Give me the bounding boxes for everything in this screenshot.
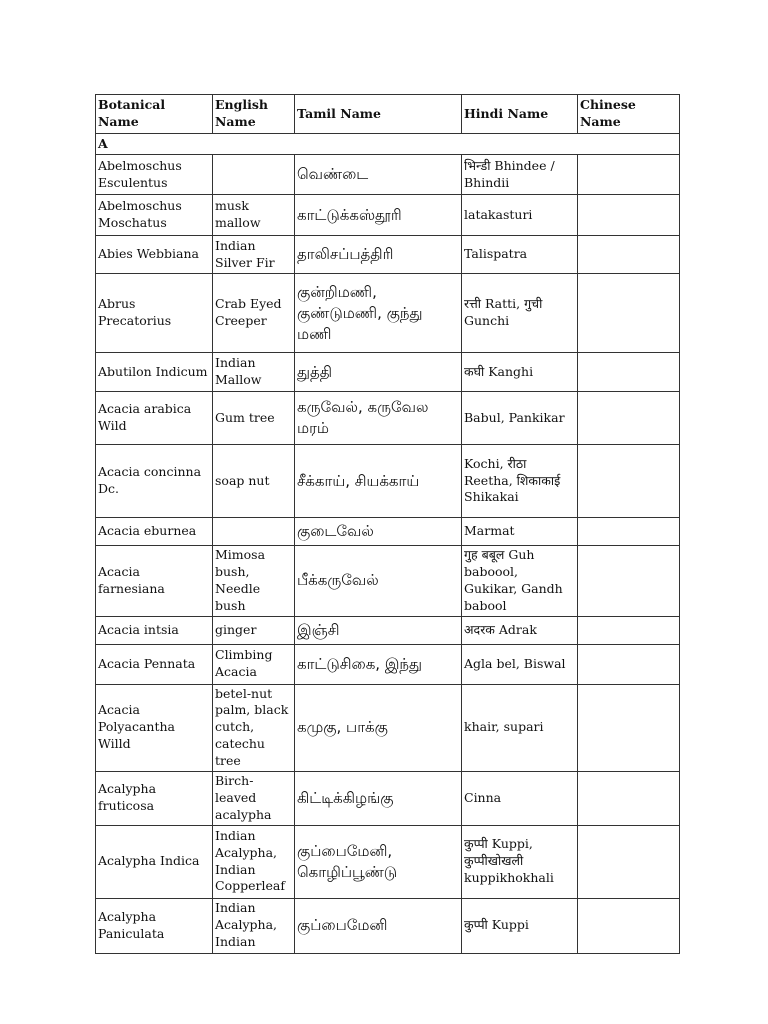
header-hindi-name: Hindi Name (462, 95, 578, 134)
botanical-name-cell: Abies Webbiana (96, 236, 213, 274)
table-row (96, 445, 680, 518)
tamil-name-cell: காட்டுசிகை, இந்து (295, 644, 462, 684)
hindi-name-cell: Kochi, रीठा Reetha, शिकाकाई Shikakai (462, 445, 578, 518)
botanical-name-cell: Acacia concinna Dc. (96, 445, 213, 518)
table-row (96, 392, 680, 445)
english-name-cell: musk mallow (213, 195, 295, 236)
tamil-name-cell: குப்பைமேனி, கொழிப்பூண்டு (295, 825, 462, 898)
tamil-name-cell: சீக்காய், சியக்காய் (295, 445, 462, 518)
chinese-name-cell (578, 353, 680, 392)
chinese-name-cell (578, 771, 680, 825)
table-row (96, 236, 680, 274)
table-row (96, 195, 680, 236)
header-tamil-name: Tamil Name (295, 95, 462, 134)
botanical-name-cell: Acacia arabica Wild (96, 392, 213, 445)
tamil-name-cell: கருவேல், கருவேல மரம் (295, 392, 462, 445)
english-name-cell: Climbing Acacia (213, 644, 295, 684)
table-row (96, 825, 680, 898)
english-name-cell: Crab Eyed Creeper (213, 274, 295, 353)
botanical-name-cell: Acalypha Paniculata (96, 898, 213, 953)
hindi-name-cell: रत्ती Ratti, गुची Gunchi (462, 274, 578, 353)
hindi-name-cell: Babul, Pankikar (462, 392, 578, 445)
tamil-name-cell: குப்பைமேனி (295, 898, 462, 953)
table-row (96, 274, 680, 353)
botanical-name-cell: Acalypha fruticosa (96, 771, 213, 825)
header-chinese-name: Chinese Name (578, 95, 680, 134)
hindi-name-cell: कघी Kanghi (462, 353, 578, 392)
table-row (96, 771, 680, 825)
chinese-name-cell (578, 644, 680, 684)
botanical-name-cell: Acalypha Indica (96, 825, 213, 898)
english-name-cell: ginger (213, 616, 295, 644)
plant-names-table (95, 94, 680, 954)
chinese-name-cell (578, 684, 680, 771)
section-letter-row (96, 134, 680, 155)
english-name-cell (213, 518, 295, 546)
chinese-name-cell (578, 445, 680, 518)
tamil-name-cell: காட்டுக்கஸ்தூரி (295, 195, 462, 236)
tamil-name-cell: கிட்டிக்கிழங்கு (295, 771, 462, 825)
botanical-name-cell: Acacia farnesiana (96, 546, 213, 617)
hindi-name-cell: Marmat (462, 518, 578, 546)
chinese-name-cell (578, 274, 680, 353)
hindi-name-cell: khair, supari (462, 684, 578, 771)
hindi-name-cell: कुप्पी Kuppi, कुप्पीखोखली kuppikhokhali (462, 825, 578, 898)
tamil-name-cell: துத்தி (295, 353, 462, 392)
hindi-name-cell: अदरक Adrak (462, 616, 578, 644)
hindi-name-cell: latakasturi (462, 195, 578, 236)
chinese-name-cell (578, 155, 680, 195)
botanical-name-cell: Acacia Polyacantha Willd (96, 684, 213, 771)
tamil-name-cell: தாலிசப்பத்திரி (295, 236, 462, 274)
chinese-name-cell (578, 236, 680, 274)
tamil-name-cell: இஞ்சி (295, 616, 462, 644)
botanical-name-cell: Acacia Pennata (96, 644, 213, 684)
tamil-name-cell: பீக்கருவேல் (295, 546, 462, 617)
chinese-name-cell (578, 616, 680, 644)
table-row (96, 684, 680, 771)
english-name-cell (213, 155, 295, 195)
english-name-cell: betel-nut palm, black cutch, catechu tree (213, 684, 295, 771)
chinese-name-cell (578, 898, 680, 953)
english-name-cell: Indian Acalypha, Indian (213, 898, 295, 953)
chinese-name-cell (578, 825, 680, 898)
botanical-name-cell: Acacia intsia (96, 616, 213, 644)
english-name-cell: soap nut (213, 445, 295, 518)
chinese-name-cell (578, 195, 680, 236)
botanical-name-cell: Acacia eburnea (96, 518, 213, 546)
english-name-cell: Gum tree (213, 392, 295, 445)
hindi-name-cell: गुह बबूल Guh baboool, Gukikar, Gandh babool (462, 546, 578, 617)
header-english-name: English Name (213, 95, 295, 134)
chinese-name-cell (578, 546, 680, 617)
table-row (96, 353, 680, 392)
tamil-name-cell: வெண்டை (295, 155, 462, 195)
table-row (96, 518, 680, 546)
header-botanical-name: Botanical Name (96, 95, 213, 134)
tamil-name-cell: கமுகு, பாக்கு (295, 684, 462, 771)
table-row (96, 644, 680, 684)
table-header-row (96, 95, 680, 134)
botanical-name-cell: Abutilon Indicum (96, 353, 213, 392)
english-name-cell: Indian Mallow (213, 353, 295, 392)
table-row (96, 155, 680, 195)
hindi-name-cell: भिन्डी Bhindee / Bhindii (462, 155, 578, 195)
english-name-cell: Birch-leaved acalypha (213, 771, 295, 825)
hindi-name-cell: कुप्पी Kuppi (462, 898, 578, 953)
hindi-name-cell: Agla bel, Biswal (462, 644, 578, 684)
hindi-name-cell: Talispatra (462, 236, 578, 274)
section-letter: A (96, 134, 680, 155)
tamil-name-cell: குன்றிமணி, குண்டுமணி, குந்து மணி (295, 274, 462, 353)
botanical-name-cell: Abelmoschus Moschatus (96, 195, 213, 236)
table-row (96, 546, 680, 617)
english-name-cell: Mimosa bush, Needle bush (213, 546, 295, 617)
english-name-cell: Indian Acalypha, Indian Copperleaf (213, 825, 295, 898)
tamil-name-cell: குடைவேல் (295, 518, 462, 546)
chinese-name-cell (578, 392, 680, 445)
english-name-cell: Indian Silver Fir (213, 236, 295, 274)
hindi-name-cell: Cinna (462, 771, 578, 825)
botanical-name-cell: Abrus Precatorius (96, 274, 213, 353)
table-row (96, 898, 680, 953)
table-row (96, 616, 680, 644)
botanical-name-cell: Abelmoschus Esculentus (96, 155, 213, 195)
chinese-name-cell (578, 518, 680, 546)
